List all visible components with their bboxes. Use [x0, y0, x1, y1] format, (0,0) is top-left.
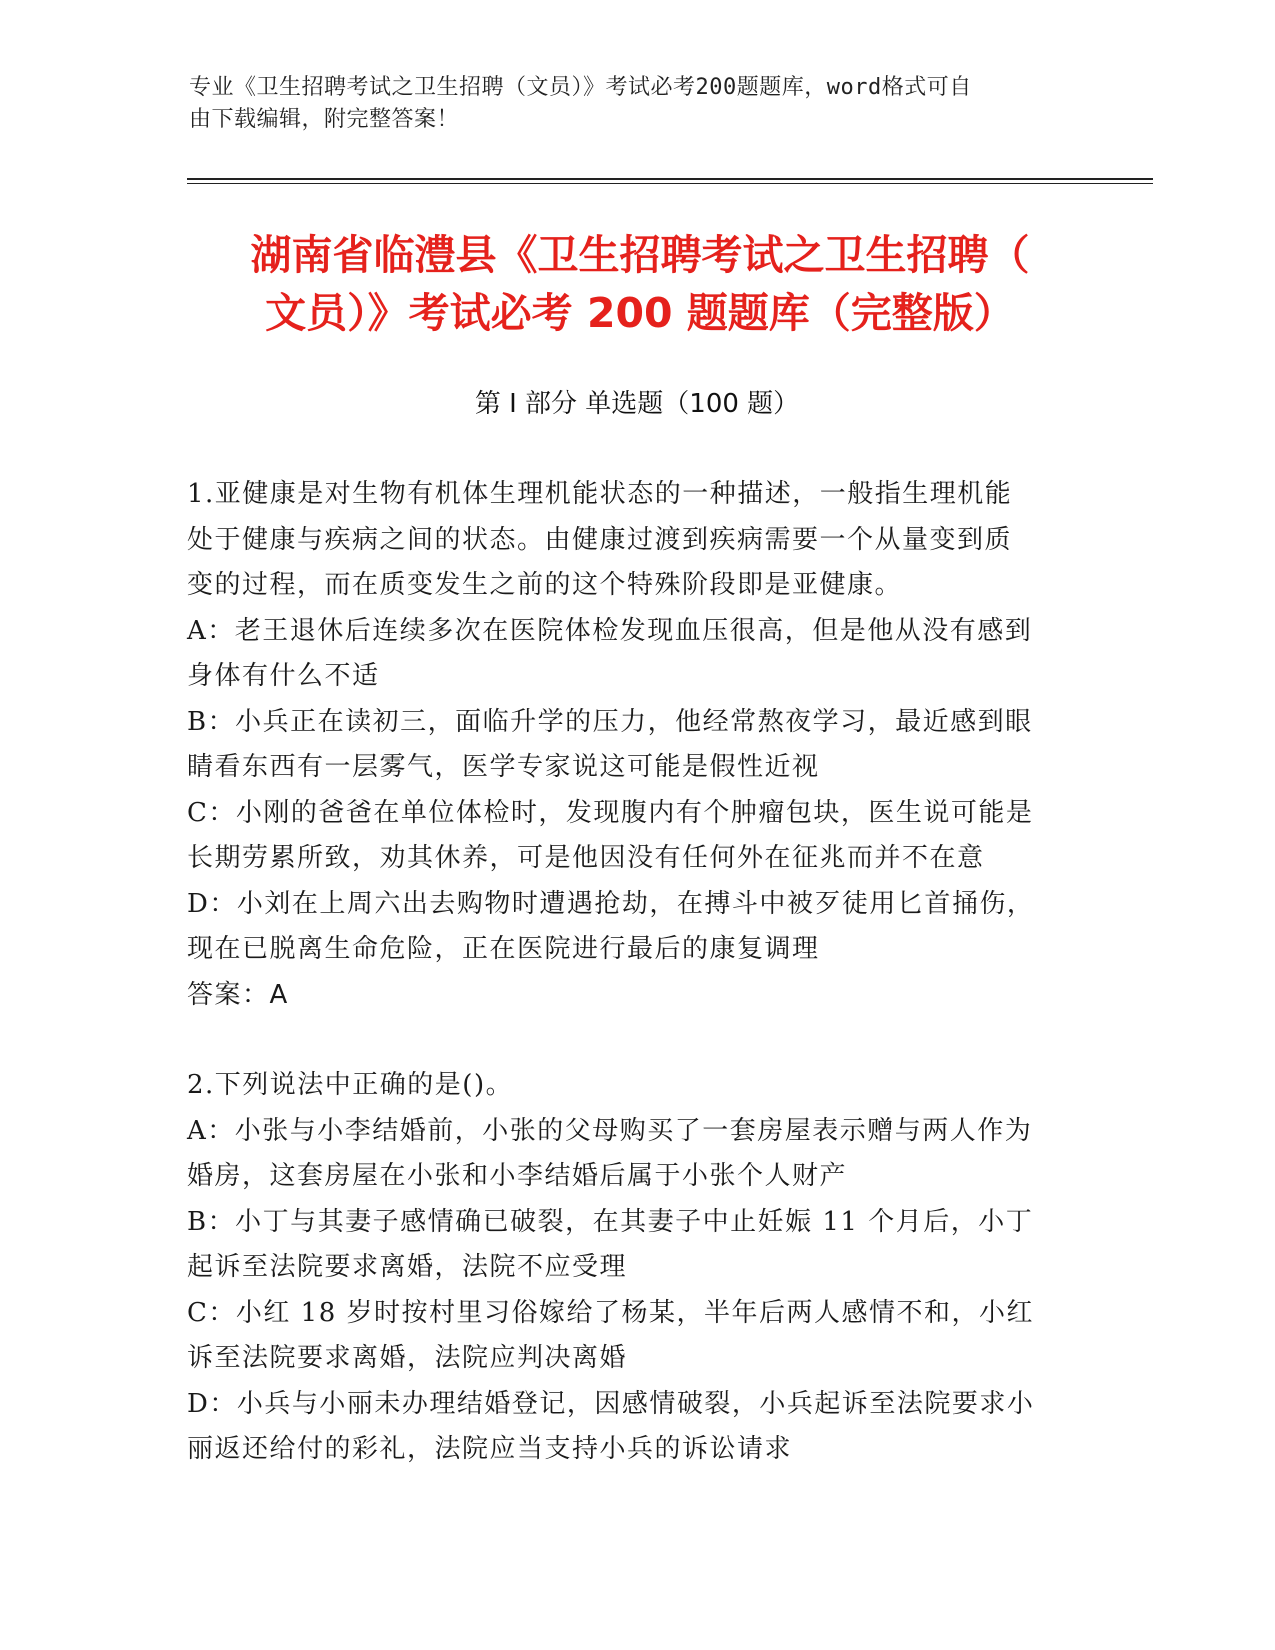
option-a-line: 婚房，这套房屋在小张和小李结婚后属于小张个人财产: [187, 1161, 848, 1191]
question-stem-line: 2.下列说法中正确的是()。: [187, 1070, 514, 1100]
answer-line: 答案：A: [187, 979, 289, 1010]
option-d-line: D：小兵与小丽未办理结婚登记，因感情破裂，小兵起诉至法院要求小: [187, 1388, 1035, 1419]
option-a-line: A：老王退休后连续多次在医院体检发现血压很高，但是他从没有感到: [187, 615, 1033, 646]
document-title: [150, 226, 1130, 342]
header-rule-thin: [187, 183, 1153, 184]
option-b-line: B：小丁与其妻子感情确已破裂，在其妻子中止妊娠 11 个月后，小丁: [187, 1206, 1034, 1237]
question-stem-line: 处于健康与疾病之间的状态。由健康过渡到疾病需要一个从量变到质: [187, 524, 1013, 555]
option-b-line: 起诉至法院要求离婚，法院不应受理: [187, 1252, 628, 1282]
header-note: [189, 72, 1069, 136]
header-note-line: 专业《卫生招聘考试之卫生招聘（文员）》考试必考200题题库，word格式可自: [189, 75, 972, 100]
option-d-line: D：小刘在上周六出去购物时遭遇抢劫，在搏斗中被歹徒用匕首捅伤，: [187, 888, 1035, 919]
document-title-line: 湖南省临澧县《卫生招聘考试之卫生招聘（: [250, 231, 1030, 279]
option-b-line: 睛看东西有一层雾气，医学专家说这可能是假性近视: [187, 752, 820, 782]
question-stem-line: 变的过程，而在质变发生之前的这个特殊阶段即是亚健康。: [187, 570, 903, 600]
option-a-line: 身体有什么不适: [187, 661, 380, 691]
option-c-line: 诉至法院要求离婚，法院应判决离婚: [187, 1343, 628, 1373]
question-list: [187, 472, 1067, 1473]
question-stem-line: 1.亚健康是对生物有机体生理机能状态的一种描述，一般指生理机能: [187, 479, 1013, 509]
section-heading: 第 I 部分 单选题（100 题）: [474, 389, 800, 419]
option-c-line: C：小刚的爸爸在单位体检时，发现腹内有个肿瘤包块，医生说可能是: [187, 797, 1034, 828]
option-d-line: 丽返还给付的彩礼，法院应当支持小兵的诉讼请求: [187, 1434, 793, 1464]
document-title-line: 文员）》考试必考 200 题题库（完整版）: [265, 289, 1015, 337]
option-c-line: C：小红 18 岁时按村里习俗嫁给了杨某，半年后两人感情不和，小红: [187, 1297, 1035, 1328]
header-rule-thick: [187, 178, 1153, 180]
option-d-line: 现在已脱离生命危险，正在医院进行最后的康复调理: [187, 934, 820, 964]
header-note-line: 由下载编辑，附完整答案！: [189, 107, 460, 132]
option-b-line: B：小兵正在读初三，面临升学的压力，他经常熬夜学习，最近感到眼: [187, 706, 1033, 737]
option-a-line: A：小张与小李结婚前，小张的父母购买了一套房屋表示赠与两人作为: [187, 1115, 1033, 1146]
question-1: [187, 472, 1067, 1018]
option-c-line: 长期劳累所致，劝其休养，可是他因没有任何外在征兆而并不在意: [187, 843, 985, 873]
question-spacer: [187, 1018, 1067, 1063]
question-2: [187, 1063, 1067, 1473]
